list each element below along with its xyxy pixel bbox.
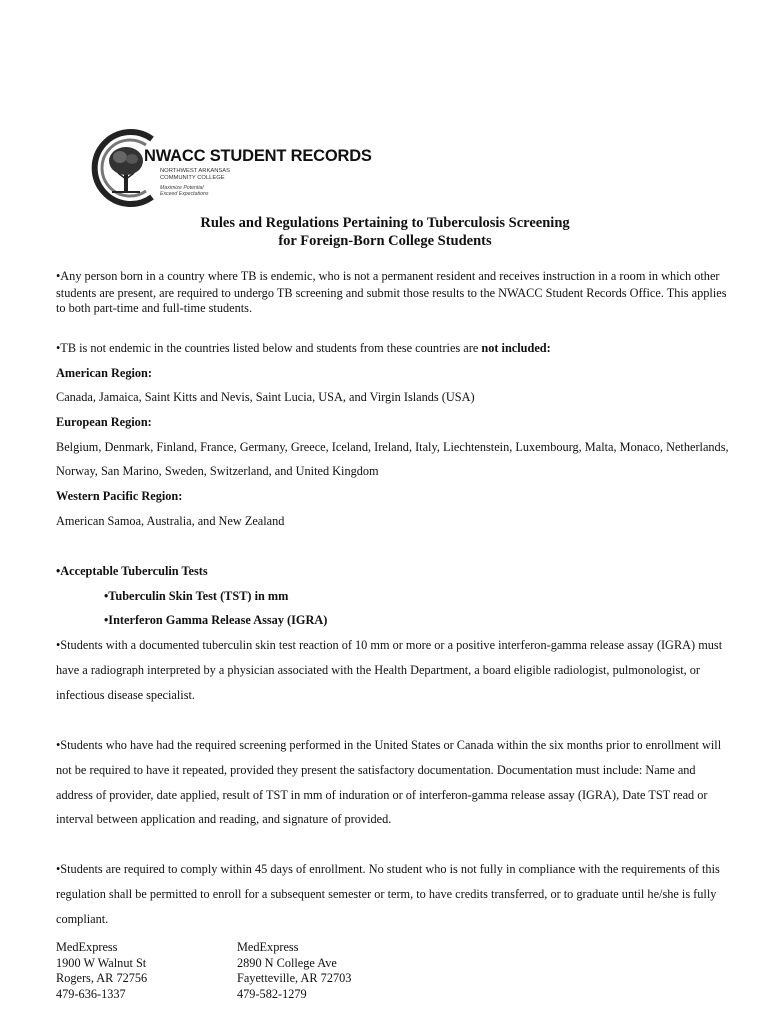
radiograph-line: infectious disease specialist. [56, 688, 195, 702]
prior-screening-line: interval between application and reading, and signature of provided. [56, 812, 392, 826]
test-item-tst: •Tuberculin Skin Test (TST) in mm [104, 589, 289, 603]
prior-screening-line: address of provider, date applied, result of TST in mm of induration or of interferon-gamma release assay (IGRA), Date TST read or [56, 788, 708, 802]
intro-line-2: students are present, are required to undergo TB screening and submit those results to the NWACC Student Records Office. This applies [56, 286, 727, 300]
compliance-line: regulation shall be permitted to enroll for a subsequent semester or term, to have credits transferred, or to graduate until he/she is fully [56, 887, 717, 901]
logo-wordmark: NWACC STUDENT RECORDS [144, 147, 372, 165]
clinic-address-rogers: MedExpress 1900 W Walnut St Rogers, AR 72756 479-636-1337 [56, 940, 148, 1001]
radiograph-line: have a radiograph interpreted by a physician associated with the Health Department, a board eligible radiologist, pulmonologist, or [56, 663, 701, 677]
region-countries: American Samoa, Australia, and New Zealand [56, 514, 285, 528]
logo-college-name: NORTHWEST ARKANSAS COMMUNITY COLLEGE [160, 168, 231, 181]
compliance-line: compliant. [56, 912, 109, 926]
logo-ring-tree-icon [86, 123, 166, 213]
region-heading: European Region: [56, 415, 152, 429]
prior-screening-line: •Students who have had the required screening performed in the United States or Canada within the six months prior to enrollment will [56, 738, 722, 752]
region-countries: Belgium, Denmark, Finland, France, Germany, Greece, Iceland, Ireland, Italy, Liechtenstein, Luxembourg, Malta, Monaco, Netherlands, [56, 440, 729, 454]
tests-heading: •Acceptable Tuberculin Tests [56, 564, 208, 578]
clinic-address-fayetteville: MedExpress 2890 N College Ave Fayetteville, AR 72703 479-582-1279 [237, 940, 352, 1001]
region-heading: American Region: [56, 366, 152, 380]
nwacc-logo [86, 123, 372, 213]
logo-tagline: Maximize Potential Exceed Expectations [160, 185, 209, 197]
document-title: Rules and Regulations Pertaining to Tuberculosis Screening for Foreign-Born College Students [200, 215, 570, 249]
region-countries: Norway, San Marino, Sweden, Switzerland, and United Kingdom [56, 464, 379, 478]
test-item-igra: •Interferon Gamma Release Assay (IGRA) [104, 613, 328, 627]
not-endemic-statement: •TB is not endemic in the countries listed below and students from these countries are not included: [56, 341, 551, 355]
intro-line-1: •Any person born in a country where TB is endemic, who is not a permanent resident and receives instruction in a room in which other [56, 269, 720, 283]
region-countries: Canada, Jamaica, Saint Kitts and Nevis, Saint Lucia, USA, and Virgin Islands (USA) [56, 390, 475, 404]
radiograph-line: •Students with a documented tuberculin skin test reaction of 10 mm or more or a positive interferon-gamma release assay (IGRA) must [56, 638, 723, 652]
region-heading: Western Pacific Region: [56, 489, 183, 503]
compliance-line: •Students are required to comply within 45 days of enrollment. No student who is not fully in compliance with the requirements of this [56, 862, 720, 876]
prior-screening-line: not be required to have it repeated, provided they present the satisfactory documentation. Documentation must include: Name and [56, 763, 696, 777]
intro-line-3: to both part-time and full-time students. [56, 301, 253, 315]
